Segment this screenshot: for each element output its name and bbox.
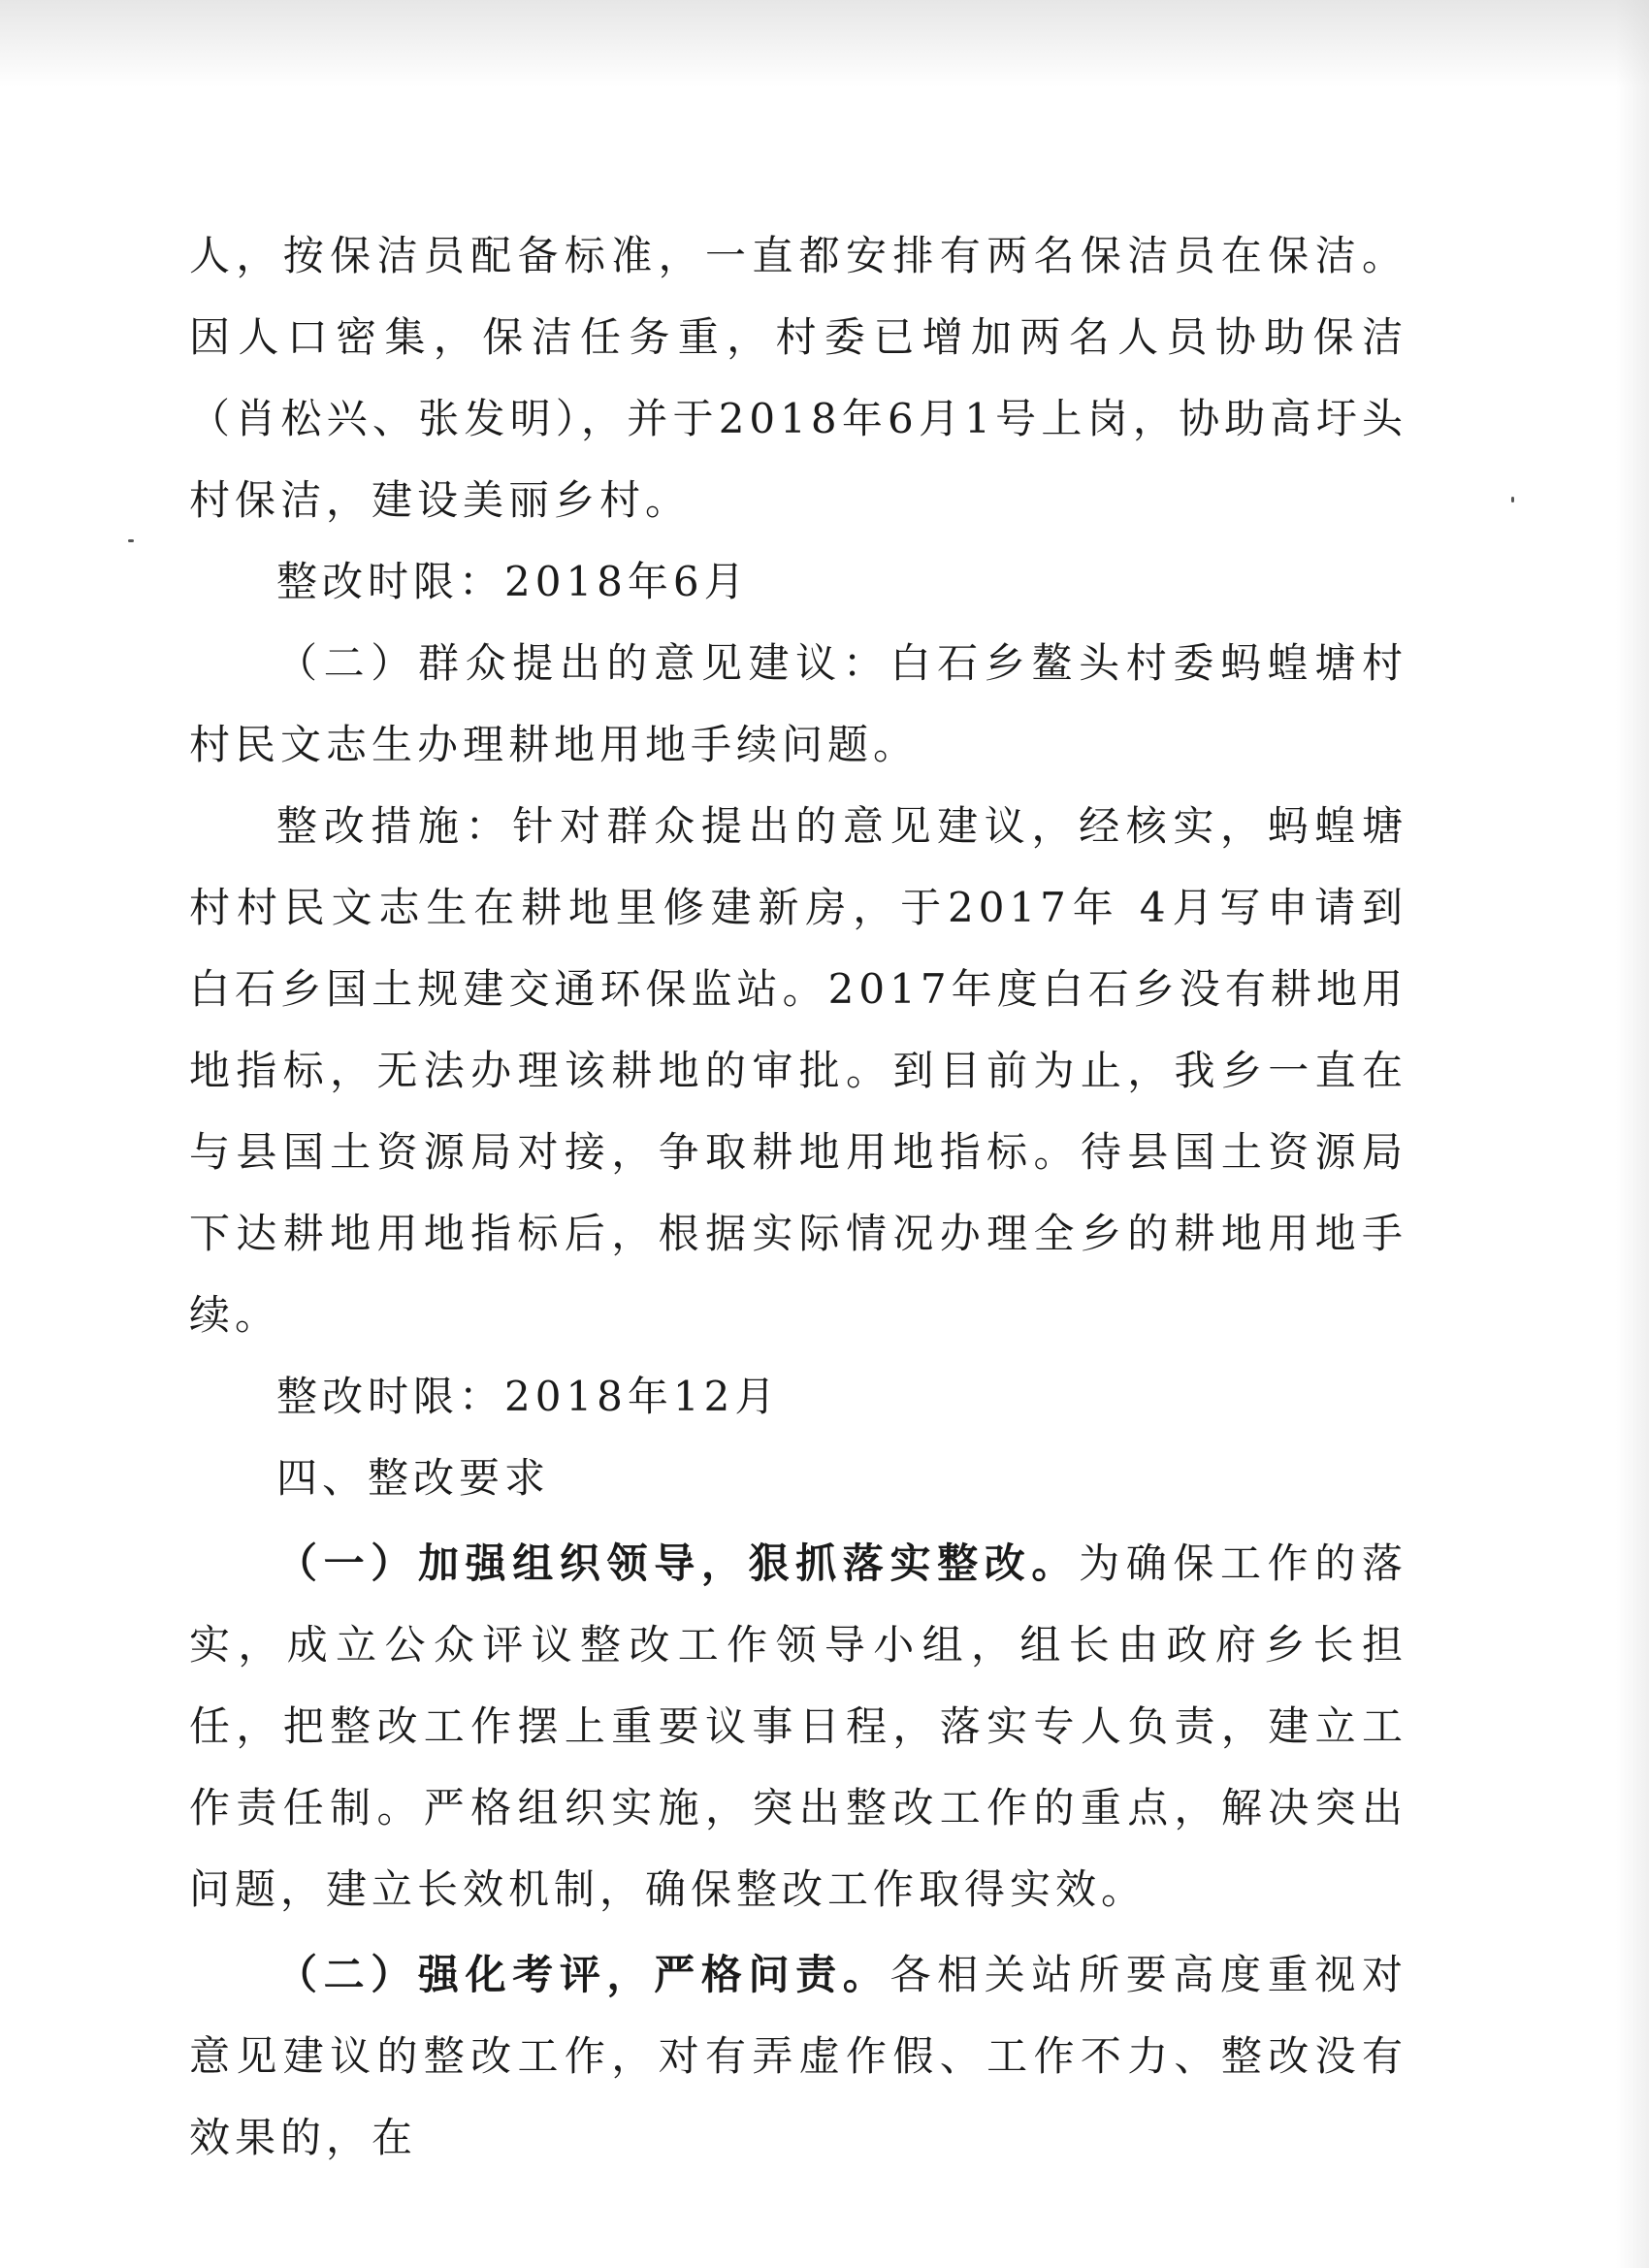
paragraph-requirement-accountability	[189, 1934, 1407, 2179]
section-heading-requirements: 四、整改要求	[276, 1454, 551, 1502]
requirement-leadership-lead: （一）加强组织领导，狠抓落实整改。	[276, 1539, 1080, 1587]
paragraph-deadline-june: 整改时限：2018年6月	[276, 558, 750, 605]
scan-shadow-top	[0, 0, 1649, 87]
paragraph-public-suggestion: （二）群众提出的意见建议：白石乡鳌头村委蚂蝗塘村村民文志生办理耕地用地手续问题。	[189, 639, 1407, 768]
scan-speck	[128, 539, 134, 542]
paragraph-deadline-december: 整改时限：2018年12月	[276, 1373, 781, 1420]
paragraph-requirement-leadership	[189, 1523, 1407, 1930]
scan-shadow-right	[1616, 0, 1649, 2268]
requirement-accountability-body: 各相关站所要高度重视对意见建议的整改工作，对有弄虚作假、工作不力、整改没有效果的，在	[189, 1951, 1407, 2161]
requirement-accountability-lead: （二）强化考评，严格问责。	[276, 1951, 890, 1998]
paragraph-sanitation: 人，按保洁员配备标准，一直都安排有两名保洁员在保洁。因人口密集，保洁任务重，村委已增加两名人员协助保洁（肖松兴、张发明），并于2018年6月1号上岗，协助高圩头村保洁，建设美丽乡村。	[189, 232, 1407, 524]
scan-speck	[1511, 497, 1514, 502]
document-page	[189, 215, 1407, 2179]
paragraph-rectification-measures: 整改措施：针对群众提出的意见建议，经核实，蚂蝗塘村村民文志生在耕地里修建新房，于2017年 4月写申请到白石乡国土规建交通环保监站。2017年度白石乡没有耕地用地指标，无法办理该耕地的审批。到目前为止，我乡一直在与县国土资源局对接，争取耕地用地指标。待县国土资源局下达耕地用地指标后，根据实际情况办理全乡的耕地用地手续。	[189, 802, 1407, 1339]
requirement-leadership-body: 为确保工作的落实，成立公众评议整改工作领导小组，组长由政府乡长担任，把整改工作摆上重要议事日程，落实专人负责，建立工作责任制。严格组织实施，突出整改工作的重点，解决突出问题，建立长效机制，确保整改工作取得实效。	[189, 1539, 1407, 1913]
